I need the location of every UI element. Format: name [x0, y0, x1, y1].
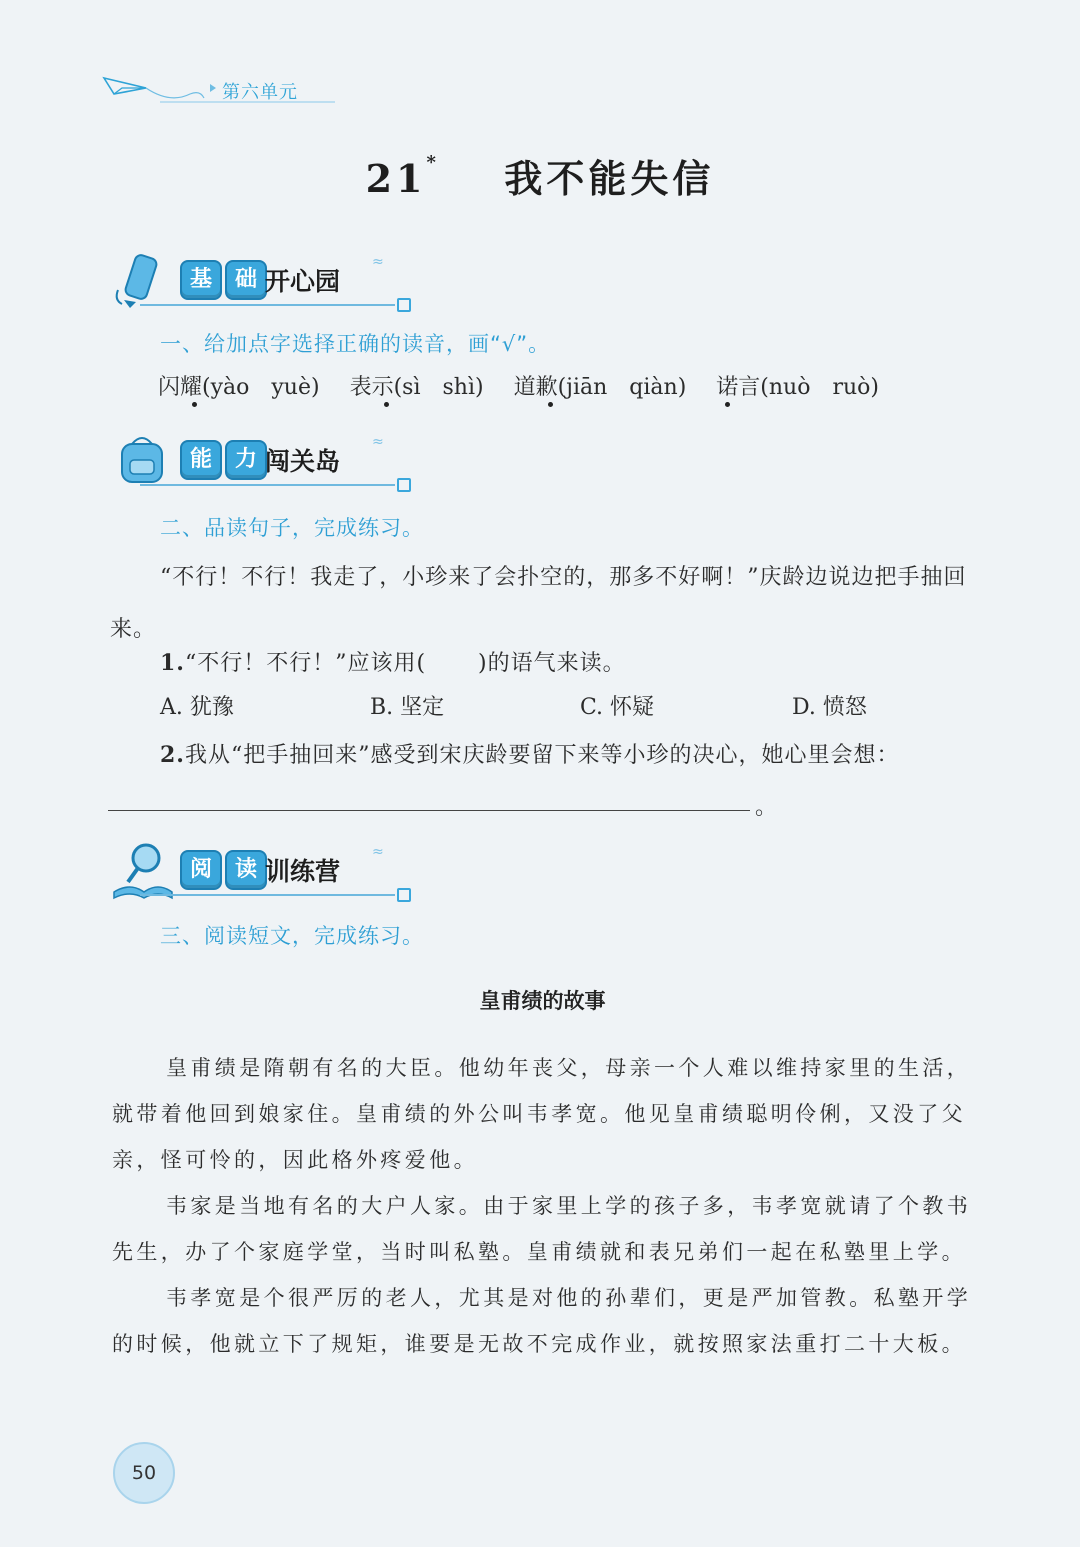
section-underline: [140, 484, 395, 486]
answer-line[interactable]: [108, 810, 750, 811]
badge-char: 力: [225, 440, 267, 480]
pinyin-text: 闪耀(yào yuè): [158, 375, 320, 400]
sub-number: 2.: [160, 742, 185, 768]
unit-label: 第六单元: [222, 82, 298, 103]
q2-passage: “不行！不行！我走了，小珍来了会扑空的，那多不好啊！”庆龄边说边把手抽回来。: [110, 565, 967, 642]
pinyin-row: [158, 370, 879, 401]
pinyin-item: [716, 370, 879, 401]
q3-heading: 三、阅读短文，完成练习。: [160, 924, 424, 948]
pinyin-text: 道歉(jiān qiàn): [513, 375, 687, 400]
unit-header-decoration: [100, 70, 340, 110]
sub1-text-a: “不行！不行！”应该用(: [184, 651, 427, 676]
section-reading: [110, 840, 420, 904]
section-name: 训练营: [265, 857, 341, 886]
pinyin-text: 表示(sì shì): [349, 375, 484, 400]
answer-end-mark: 。: [755, 795, 778, 820]
section-badge: [180, 850, 267, 888]
section-underline-end: [397, 888, 411, 902]
pinyin-item: [514, 370, 687, 401]
sub-number: 1.: [160, 650, 185, 676]
section-underline: [140, 304, 395, 306]
option-c[interactable]: C. 怀疑: [580, 695, 655, 720]
sub1-text-b: )的语气来读。: [478, 651, 626, 676]
option-d[interactable]: D. 愤怒: [792, 695, 867, 720]
badge-char: 读: [225, 850, 267, 890]
badge-char: 础: [225, 260, 267, 300]
pinyin-text: 诺言(nuò ruò): [716, 375, 879, 400]
section-badge: [180, 440, 267, 478]
section-basics: [110, 250, 420, 314]
paper-plane-icon: [100, 70, 340, 110]
q2-heading: 二、品读句子，完成练习。: [160, 516, 424, 540]
wave-icon: ≈: [372, 434, 384, 450]
story-title: 皇甫绩的故事: [479, 989, 606, 1013]
sub2-text: 我从“把手抽回来”感受到宋庆龄要留下来等小珍的决心，她心里会想：: [184, 743, 900, 768]
story-paragraph: 韦孝宽是个很严厉的老人，尤其是对他的孙辈们，更是严加管教。私塾开学的时候，他就立下了规矩，谁要是无故不完成作业，就按照家法重打二十大板。: [112, 1286, 972, 1356]
badge-char: 阅: [180, 850, 222, 890]
story-paragraph: 皇甫绩是隋朝有名的大臣。他幼年丧父，母亲一个人难以维持家里的生活，就带着他回到娘家住。皇甫绩的外公叫韦孝宽。他见皇甫绩聪明伶俐，又没了父亲，怪可怜的，因此格外疼爱他。: [112, 1056, 972, 1172]
story-paragraph: 韦家是当地有名的大户人家。由于家里上学的孩子多，韦孝宽就请了个教书先生，办了个家庭学堂，当时叫私塾。皇甫绩就和表兄弟们一起在私塾里上学。: [112, 1194, 972, 1264]
pencil-icon: [110, 250, 180, 310]
option-b[interactable]: B. 坚定: [370, 695, 445, 720]
lesson-name: 我不能失信: [504, 156, 715, 201]
section-ability: [110, 430, 420, 494]
lesson-title: [0, 148, 1080, 203]
lesson-mark: *: [426, 152, 440, 173]
pinyin-item: [158, 370, 320, 401]
q2-sub1: [160, 646, 626, 677]
badge-char: 基: [180, 260, 222, 300]
pinyin-item: [350, 370, 484, 401]
magnifier-book-icon: [110, 840, 180, 900]
section-name: 闯关岛: [265, 447, 341, 476]
lesson-number: 21: [365, 156, 427, 201]
wave-icon: ≈: [372, 254, 384, 270]
section-name: 开心园: [265, 267, 341, 296]
q1-heading: 一、给加点字选择正确的读音，画“√”。: [160, 332, 551, 356]
option-a[interactable]: A. 犹豫: [160, 695, 234, 720]
section-badge: [180, 260, 267, 298]
section-underline-end: [397, 478, 411, 492]
section-underline-end: [397, 298, 411, 312]
wave-icon: ≈: [372, 844, 384, 860]
section-underline: [140, 894, 395, 896]
backpack-icon: [110, 430, 180, 490]
page-number: 50: [113, 1442, 175, 1504]
q2-sub2: [160, 738, 899, 769]
badge-char: 能: [180, 440, 222, 480]
